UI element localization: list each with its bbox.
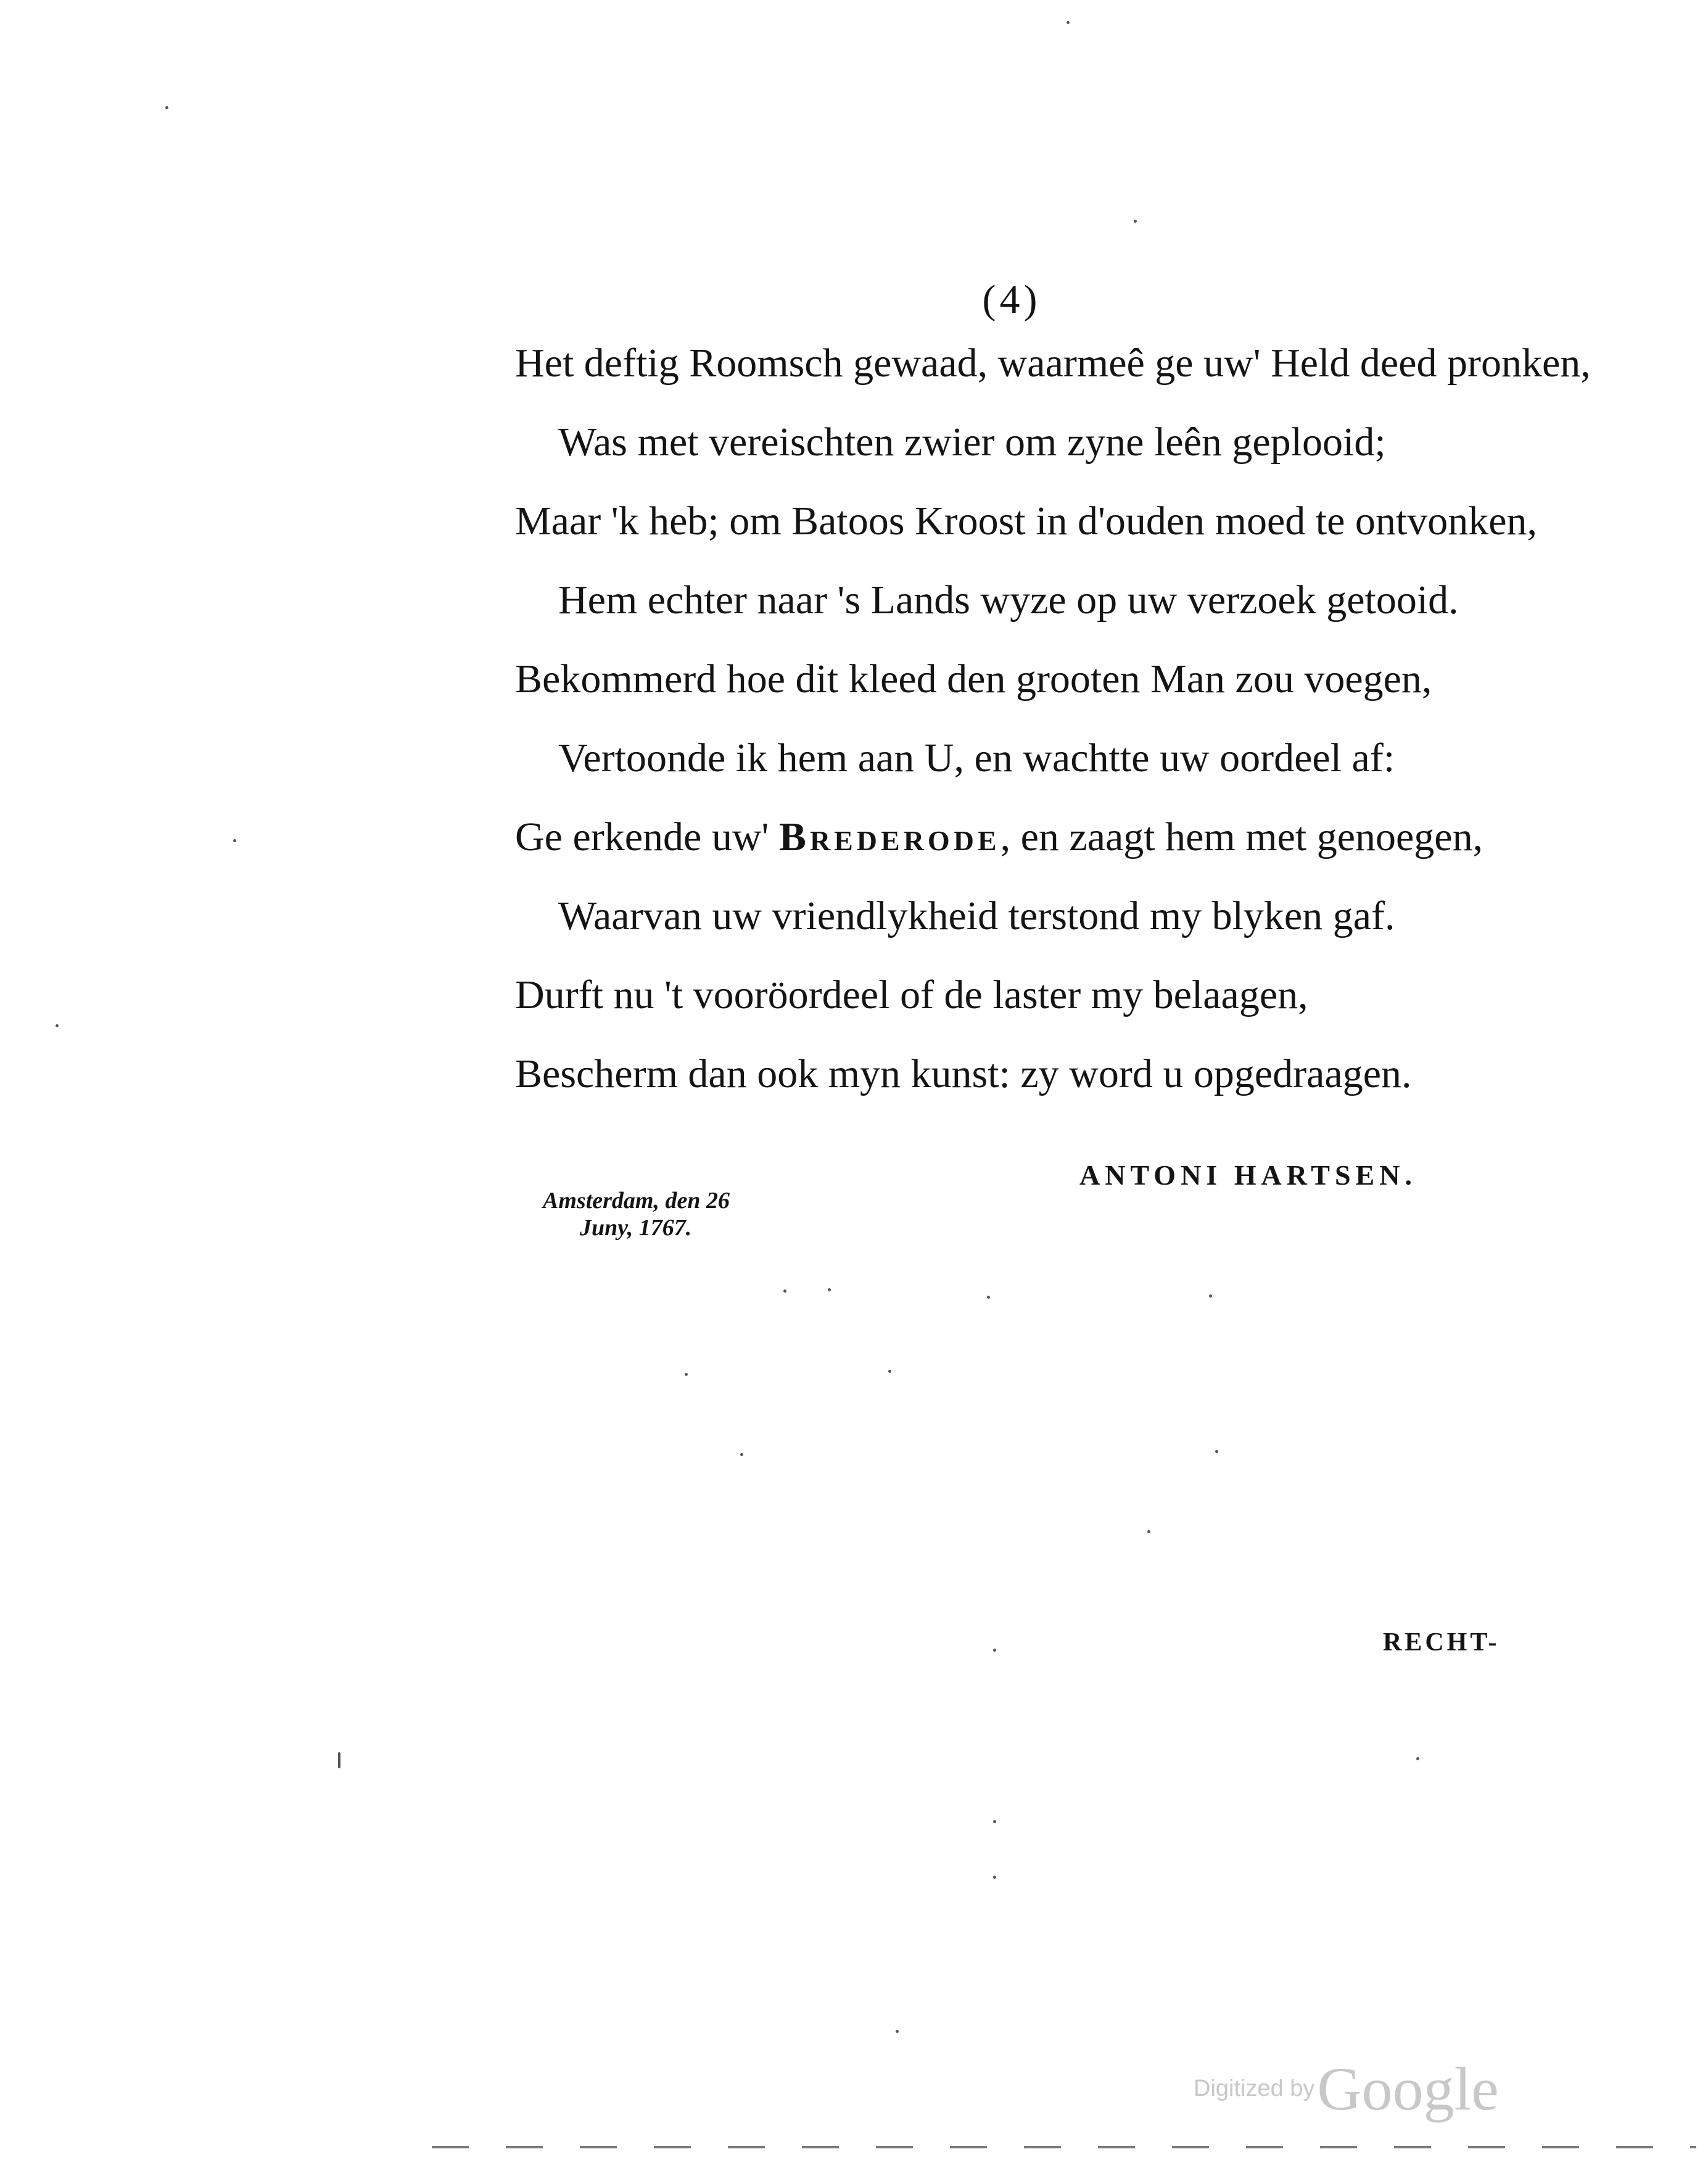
poem-line-6: Vertoonde ik hem aan U, en wachtte uw oordeel af: <box>558 735 1395 780</box>
scan-speck <box>1134 220 1137 223</box>
poem-line-3: Maar 'k heb; om Batoos Kroost in d'ouden moed te ontvonken, <box>515 499 1538 544</box>
catchword: RECHT- <box>1383 1628 1500 1657</box>
scan-mark <box>338 1752 340 1768</box>
poem-line-1: Het deftig Roomsch gewaad, waarmeê ge uw' Held deed pronken, <box>515 341 1591 386</box>
scan-speck <box>1066 21 1070 24</box>
poem-line-2: Was met vereischten zwier om zyne leên geplooid; <box>558 420 1386 465</box>
poem-line-7-end: , en zaagt hem met genoegen, <box>1000 814 1483 859</box>
author-signature: ANTONI HARTSEN. <box>1079 1159 1417 1191</box>
scan-speck <box>165 106 168 109</box>
scan-speck <box>987 1296 990 1299</box>
scan-bottom-edge <box>432 2146 1696 2148</box>
dateline <box>543 1188 730 1241</box>
dateline-place-date: Amsterdam, den 26 <box>543 1188 730 1214</box>
page-number: (4) <box>982 277 1041 322</box>
scan-speck <box>993 1876 996 1879</box>
scan-speck <box>56 1024 59 1027</box>
scan-speck <box>783 1290 786 1293</box>
scan-speck <box>1209 1294 1212 1298</box>
poem-line-8: Waarvan uw vriendlykheid terstond my blyken gaf. <box>558 893 1395 938</box>
scan-speck <box>993 1649 996 1652</box>
poem-line-10: Bescherm dan ook myn kunst: zy word u opgedraagen. <box>515 1051 1412 1096</box>
scan-speck <box>740 1453 743 1456</box>
scan-speck <box>1416 1757 1419 1760</box>
scan-speck <box>1147 1530 1150 1533</box>
digitized-by-watermark <box>1194 2053 1499 2124</box>
poem-line-7-start: Ge erkende uw' <box>515 814 769 859</box>
scan-speck <box>685 1373 688 1376</box>
google-logo: Google <box>1317 2055 1499 2123</box>
scan-speck <box>993 1820 996 1823</box>
scan-speck <box>896 2030 899 2033</box>
dateline-month-year: Juny, 1767. <box>580 1214 692 1241</box>
poem-line-4: Hem echter naar 's Lands wyze op uw verzoek getooid. <box>558 578 1459 623</box>
scan-speck <box>888 1370 891 1373</box>
scan-speck <box>233 839 236 842</box>
scan-speck <box>1215 1450 1218 1453</box>
poem-line-5: Bekommerd hoe dit kleed den grooten Man zou voegen, <box>515 656 1432 702</box>
scan-speck <box>828 1288 831 1291</box>
watermark-prefix: Digitized by <box>1194 2076 1315 2101</box>
poem-line-9: Durft nu 't vooröordeel of de laster my belaagen, <box>515 972 1308 1017</box>
hero-name: Brederode <box>778 814 1000 859</box>
poem-line-7 <box>515 814 1483 859</box>
